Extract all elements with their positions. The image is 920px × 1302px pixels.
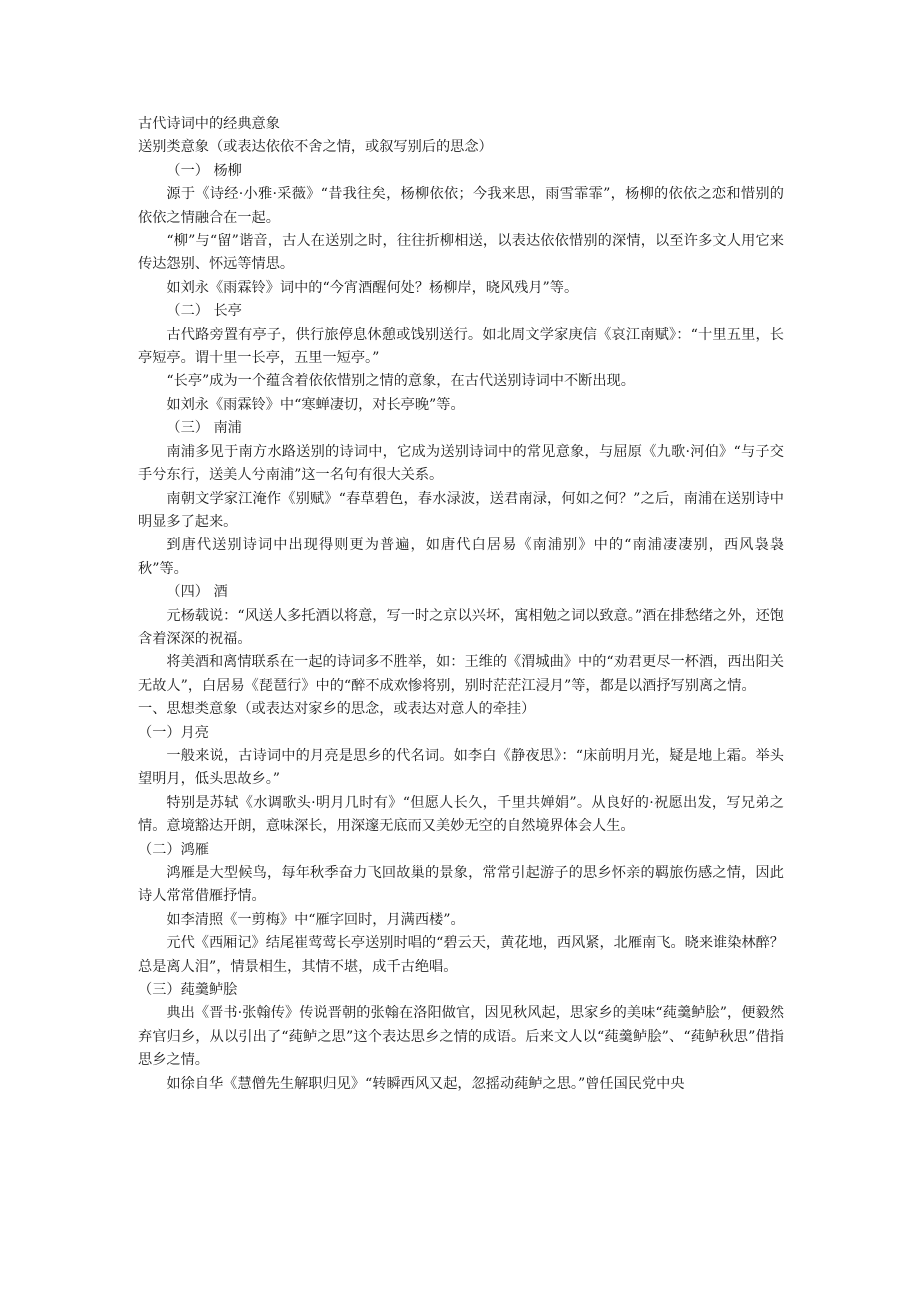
paragraph: 将美酒和离情联系在一起的诗词多不胜举，如：王维的《渭城曲》中的“劝君更尽一杯酒，西出阳关无故人”，白居易《琵琶行》中的“醉不成欢惨将别，别时茫茫江浸月”等，都是以酒抒写别离之情。 <box>138 654 784 694</box>
document-body <box>138 113 784 1096</box>
paragraph: 元代《西厢记》结尾崔莺莺长亭送别时唱的“碧云天，黄花地，西风紧，北雁南飞。晓来谁染林醉？总是离人泪”，情景相生，其情不堪，成千古绝唱。 <box>138 935 784 975</box>
paragraph: 一般来说，古诗词中的月亮是思乡的代名词。如李白《静夜思》：“床前明月光，疑是地上霜。举头望明月，低头思故乡。” <box>138 747 784 788</box>
item-heading-moon: （一）月亮 <box>138 724 209 741</box>
paragraph: 鸿雁是大型候鸟，每年秋季奋力飞回故巢的景象，常常引起游子的思乡怀亲的羁旅伤感之情，因此诗人常常借雁抒情。 <box>138 865 784 905</box>
item-heading-perch: （三）莼羹鲈脍 <box>138 982 238 999</box>
section-heading-farewell: 送别类意象（或表达依依不舍之情，或叙写别后的思念） <box>138 139 493 156</box>
paragraph: “长亭”成为一个蕴含着依依惜别之情的意象，在古代送别诗词中不断出现。 <box>166 373 635 390</box>
item-heading-wine: （四） 酒 <box>166 584 228 601</box>
paragraph: 如李清照《一剪梅》中“雁字回时，月满西楼”。 <box>166 911 465 928</box>
paragraph: “柳”与“留”谐音，古人在送别之时，往往折柳相送，以表达依依惜别的深情，以至许多文人用它来传达怨别、怀远等情思。 <box>138 233 784 273</box>
section-heading-longing: 一、思想类意象（或表达对家乡的思念，或表达对意人的牵挂） <box>138 701 536 718</box>
paragraph: 如刘永《雨霖铃》中“寒蝉凄切，对长亭晚”等。 <box>166 396 465 413</box>
item-heading-nanpu: （三） 南浦 <box>166 420 242 437</box>
item-heading-goose: （二）鸿雁 <box>138 841 209 858</box>
paragraph: 源于《诗经·小雅·采薇》“昔我往矣，杨柳依依；今我来思，雨雪霏霏”，杨柳的依依之恋和惜别的依依之情融合在一起。 <box>138 186 784 226</box>
paragraph: 如徐自华《慧僧先生解职归见》“转瞬西风又起，忽摇动莼鲈之思。”曾任国民党中央 <box>166 1075 685 1092</box>
paragraph: 古代路旁置有亭子，供行旅停息休憩或饯别送行。如北周文学家庚信《哀江南赋》：“十里五里，长亭短亭。谓十里一长亭，五里一短亭。” <box>138 326 784 367</box>
item-heading-pavilion: （二） 长亭 <box>166 303 242 320</box>
paragraph: 元杨载说：“风送人多托酒以将意，写一时之京以兴坏，寓相勉之词以致意。”酒在排愁绪之外，还饱含着深深的祝福。 <box>138 607 784 647</box>
paragraph: 南朝文学家江淹作《别赋》“春草碧色，春水渌波，送君南渌，何如之何？”之后，南浦在送别诗中明显多了起来。 <box>138 490 784 530</box>
paragraph: 南浦多见于南方水路送别的诗词中，它成为送别诗词中的常见意象，与屈原《九歌·河伯》“与子交手兮东行，送美人兮南浦”这一名句有很大关系。 <box>138 443 784 484</box>
paragraph: 特别是苏轼《水调歌头·明月几时有》“但愿人长久，千里共婵娟”。从良好的·祝愿出发，写兄弟之情。意境豁达开朗，意味深长，用深邃无底而又美妙无空的自然境界体会人生。 <box>138 794 784 835</box>
paragraph: 典出《晋书·张翰传》传说晋朝的张翰在洛阳做官，因见秋风起，思家乡的美味“莼羹鲈脍”，便毅然弃官归乡，从以引出了“莼鲈之思”这个表达思乡之情的成语。后来文人以“莼羹鲈脍”、“莼鲈秋思”借指思乡之情。 <box>138 1005 784 1069</box>
paragraph: 如刘永《雨霖铃》词中的“今宵酒醒何处？杨柳岸，晓风残月”等。 <box>166 279 579 296</box>
item-heading-willow: （一） 杨柳 <box>166 162 242 179</box>
document-title: 古代诗词中的经典意象 <box>138 116 280 132</box>
paragraph: 到唐代送别诗词中出现得则更为普遍，如唐代白居易《南浦别》中的“南浦凄凄别，西风袅袅秋”等。 <box>138 537 784 577</box>
